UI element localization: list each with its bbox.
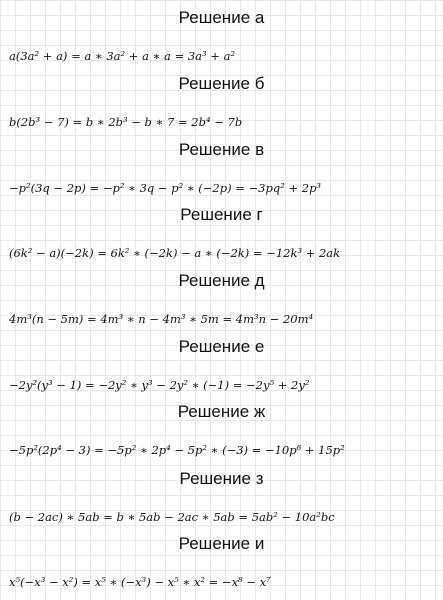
- solution-heading: Решение а: [178, 8, 265, 27]
- solution-d: [0, 271, 443, 327]
- solution-heading: Решение д: [178, 271, 265, 290]
- solution-i: [0, 534, 443, 590]
- solution-heading: Решение з: [179, 469, 264, 488]
- solution-formula: −5p²(2p⁴ − 3) = −5p² ∗ 2p⁴ − 5p² ∗ (−3) = −10p⁶ + 15p²: [9, 443, 345, 457]
- solution-formula: (b − 2ac) ∗ 5ab = b ∗ 5ab − 2ac ∗ 5ab = 5ab² − 10a²bc: [9, 510, 335, 524]
- solution-formula: a(3a² + a) = a ∗ 3a² + a ∗ a = 3a³ + a²: [9, 49, 236, 63]
- solution-g: [0, 205, 443, 261]
- solution-formula: b(2b³ − 7) = b ∗ 2b³ − b ∗ 7 = 2b⁴ − 7b: [9, 115, 243, 129]
- solution-e: [0, 337, 443, 393]
- solution-a: [0, 8, 443, 64]
- solution-formula: −2y²(y³ − 1) = −2y² ∗ y³ − 2y² ∗ (−1) = −2y⁵ + 2y²: [9, 378, 310, 392]
- solution-zh: [0, 402, 443, 458]
- solution-heading: Решение г: [180, 205, 263, 224]
- solution-heading: Решение и: [178, 534, 265, 553]
- solution-heading: Решение е: [178, 337, 265, 356]
- solution-heading: Решение б: [178, 74, 265, 93]
- solution-z: [0, 469, 443, 525]
- solution-heading: Решение ж: [177, 402, 266, 421]
- solution-v: [0, 140, 443, 196]
- solution-b: [0, 74, 443, 130]
- solution-formula: 4m³(n − 5m) = 4m³ ∗ n − 4m³ ∗ 5m = 4m³n − 20m⁴: [9, 312, 314, 326]
- solution-formula: x⁵(−x³ − x²) = x⁵ ∗ (−x³) − x⁵ ∗ x² = −x⁸ − x⁷: [9, 575, 271, 589]
- solution-formula: (6k² − a)(−2k) = 6k² ∗ (−2k) − a ∗ (−2k) = −12k³ + 2ak: [9, 246, 341, 260]
- solution-formula: −p²(3q − 2p) = −p² ∗ 3q − p² ∗ (−2p) = −3pq² + 2p³: [9, 181, 322, 195]
- solution-heading: Решение в: [178, 140, 265, 159]
